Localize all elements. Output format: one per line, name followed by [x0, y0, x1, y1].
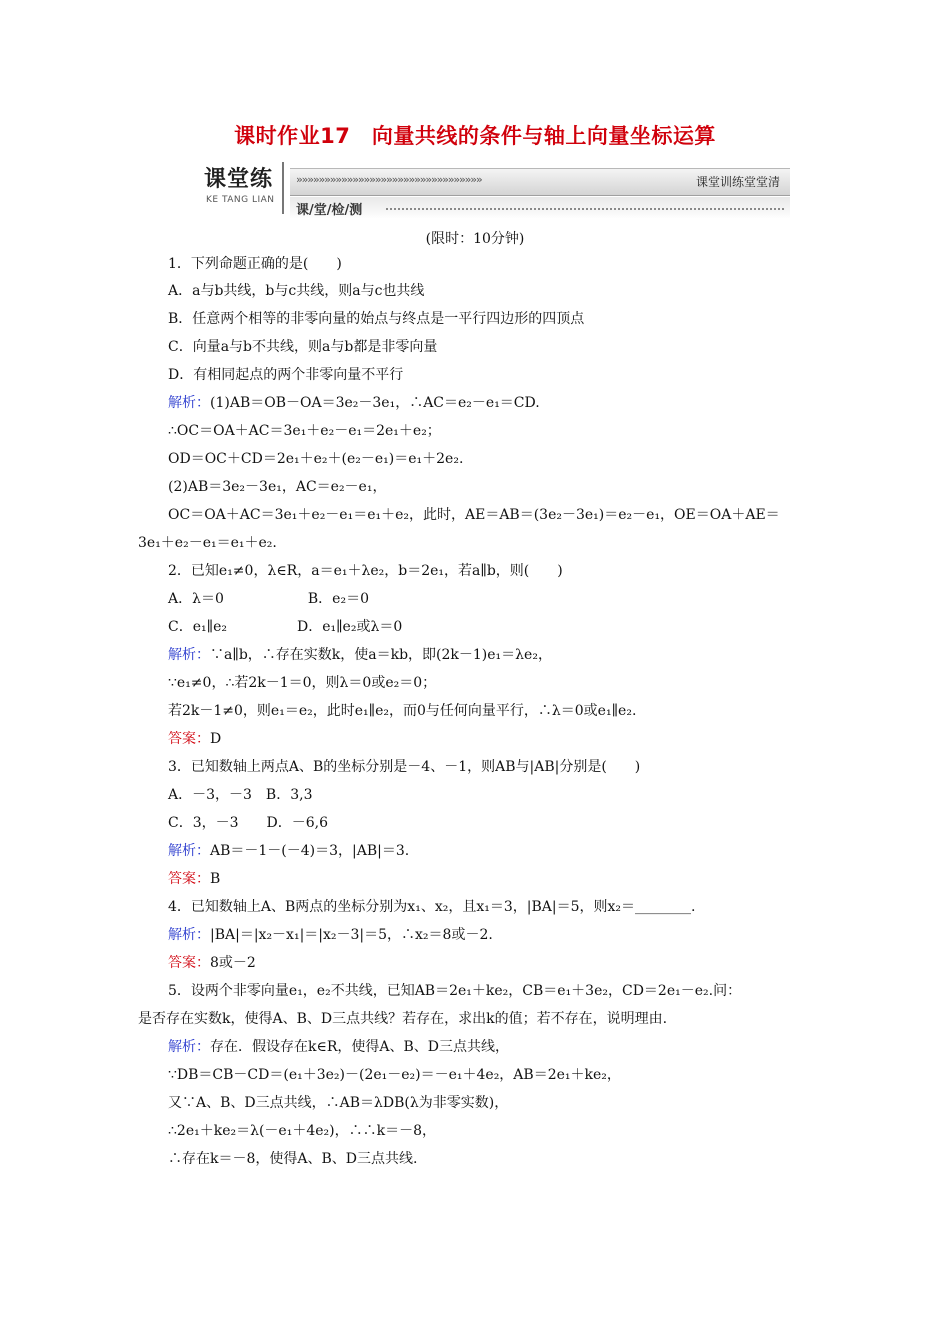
- line-text: 若2k－1≠0，则e₁＝e₂，此时e₁∥e₂，而0与任何向量平行，∴λ＝0或e₁∥e₂.: [168, 703, 637, 719]
- banner-slogan: 课堂训练堂堂清: [695, 175, 780, 189]
- line-text: OC＝OA＋AC＝3e₁＋e₂－e₁＝e₁＋e₂，此时，AE＝AB＝(3e₂－3e₁)＝e₂－e₁，OE＝OA＋AE＝: [168, 507, 780, 523]
- line-text: C．3，－3 D．－6,6: [168, 815, 329, 831]
- banner-logo-text: 课堂练: [204, 167, 274, 192]
- line-text: |BA|＝|x₂－x₁|＝|x₂－3|＝5，∴x₂＝8或－2.: [210, 927, 493, 943]
- answer-label: 解析：: [168, 1039, 210, 1055]
- line-text: B: [210, 871, 221, 887]
- answer-label: 答案：: [168, 731, 210, 747]
- line-text: 是否存在实数k，使得A、B、D三点共线？若存在，求出k的值；若不存在，说明理由.: [138, 1011, 668, 1027]
- line-text: (2)AB＝3e₂－3e₁，AC＝e₂－e₁，: [168, 479, 387, 495]
- line-text: ∵DB＝CB－CD＝(e₁＋3e₂)－(2e₁－e₂)＝－e₁＋4e₂，AB＝2e₁＋ke₂，: [168, 1067, 621, 1083]
- banner-logo-subtext: KE TANG LIAN: [206, 195, 275, 205]
- text-line: [168, 730, 221, 748]
- answer-label: 答案：: [168, 871, 210, 887]
- answer-label: 解析：: [168, 927, 210, 943]
- text-line: [168, 394, 540, 412]
- text-line: [168, 310, 584, 328]
- text-line: [168, 506, 780, 524]
- section-banner: [196, 160, 790, 220]
- line-text: 8或－2: [210, 955, 256, 971]
- text-line: [168, 1066, 621, 1084]
- text-line: [168, 590, 369, 608]
- line-text: C．向量a与b不共线，则a与b都是非零向量: [168, 339, 438, 355]
- text-line: [168, 562, 563, 580]
- answer-label: 解析：: [168, 647, 210, 663]
- line-text: ∴存在k＝－8，使得A、B、D三点共线.: [168, 1151, 418, 1167]
- time-limit: (限时：10分钟): [425, 231, 525, 247]
- line-text: A．λ＝0 B．e₂＝0: [168, 591, 369, 607]
- answer-label: 答案：: [168, 955, 210, 971]
- text-line: [168, 282, 424, 300]
- banner-divider: [282, 162, 284, 214]
- line-text: 3．已知数轴上两点A、B的坐标分别是－4、－1，则AB与|AB|分别是( ): [168, 759, 641, 775]
- line-text: 存在．假设存在k∈R，使得A、B、D三点共线，: [210, 1039, 510, 1055]
- dotted-rule: [386, 208, 784, 210]
- text-line: [168, 422, 441, 440]
- chevron-arrows-icon: »»»»»»»»»»»»»»»»»»»»»»»»»»»»»»»»»: [296, 173, 482, 186]
- line-text: ∴OC＝OA＋AC＝3e₁＋e₂－e₁＝2e₁＋e₂；: [168, 423, 441, 439]
- text-line: [168, 954, 256, 972]
- line-text: D．有相同起点的两个非零向量不平行: [168, 367, 404, 383]
- text-line: [138, 1010, 667, 1028]
- text-line: [168, 702, 636, 720]
- text-line: [168, 1094, 508, 1112]
- text-line: [168, 618, 402, 636]
- text-line: [168, 898, 695, 916]
- line-text: (1)AB＝OB－OA＝3e₂－3e₁，∴AC＝e₂－e₁＝CD.: [210, 395, 540, 411]
- line-text: 3e₁＋e₂－e₁＝e₁＋e₂.: [138, 535, 277, 551]
- line-text: 4．已知数轴上A、B两点的坐标分别为x₁、x₂，且x₁＝3，|BA|＝5，则x₂＝________.: [168, 899, 696, 915]
- text-line: [168, 1150, 417, 1168]
- line-text: C．e₁∥e₂ D．e₁∥e₂或λ＝0: [168, 619, 403, 635]
- line-text: B．任意两个相等的非零向量的始点与终点是一平行四边形的四顶点: [168, 311, 585, 327]
- text-line: [168, 758, 640, 776]
- text-line: [168, 814, 328, 832]
- text-line: [168, 646, 552, 664]
- banner-bottom-bar: [290, 197, 790, 219]
- banner-top-bar: [290, 168, 790, 196]
- line-text: D: [210, 731, 222, 747]
- answer-label: 解析：: [168, 843, 210, 859]
- answer-label: 解析：: [168, 395, 210, 411]
- line-text: ∵e₁≠0，∴若2k－1＝0，则λ＝0或e₂＝0；: [168, 675, 437, 691]
- text-line: [168, 338, 437, 356]
- text-line: [168, 478, 386, 496]
- line-text: 2．已知e₁≠0，λ∈R，a＝e₁＋λe₂，b＝2e₁，若a∥b，则( ): [168, 563, 563, 579]
- text-line: [168, 366, 403, 384]
- text-line: [168, 1038, 509, 1056]
- page-title: 课时作业17 向量共线的条件与轴上向量坐标运算: [234, 124, 716, 148]
- line-text: 1．下列命题正确的是( ): [168, 256, 342, 272]
- text-line: [168, 870, 220, 888]
- line-text: 5．设两个非零向量e₁，e₂不共线，已知AB＝2e₁＋ke₂，CB＝e₁＋3e₂，CD＝2e₁－e₂.问：: [168, 983, 742, 999]
- line-text: 又∵A、B、D三点共线，∴AB＝λDB(λ为非零实数)，: [168, 1095, 509, 1111]
- text-line: [168, 450, 463, 468]
- text-line: [168, 982, 741, 1000]
- line-text: A．a与b共线，b与c共线，则a与c也共线: [168, 283, 425, 299]
- text-line: [168, 1122, 436, 1140]
- line-text: AB＝－1－(－4)＝3，|AB|＝3.: [210, 843, 410, 859]
- line-text: OD＝OC＋CD＝2e₁＋e₂＋(e₂－e₁)＝e₁＋2e₂.: [168, 451, 464, 467]
- line-text: ∴2e₁＋ke₂＝λ(－e₁＋4e₂)，∴∴k＝－8，: [168, 1123, 436, 1139]
- banner-logo: [196, 160, 286, 220]
- line-text: A．－3，－3 B．3,3: [168, 787, 313, 803]
- text-line: [168, 255, 342, 273]
- text-line: [168, 674, 436, 692]
- line-text: ∵a∥b，∴存在实数k，使a＝kb，即(2k－1)e₁＝λe₂，: [210, 647, 552, 663]
- text-line: [168, 786, 312, 804]
- text-line: [168, 926, 493, 944]
- text-line: [138, 534, 277, 552]
- banner-section-label: 课/堂/检/测: [296, 203, 363, 218]
- text-line: [168, 842, 409, 860]
